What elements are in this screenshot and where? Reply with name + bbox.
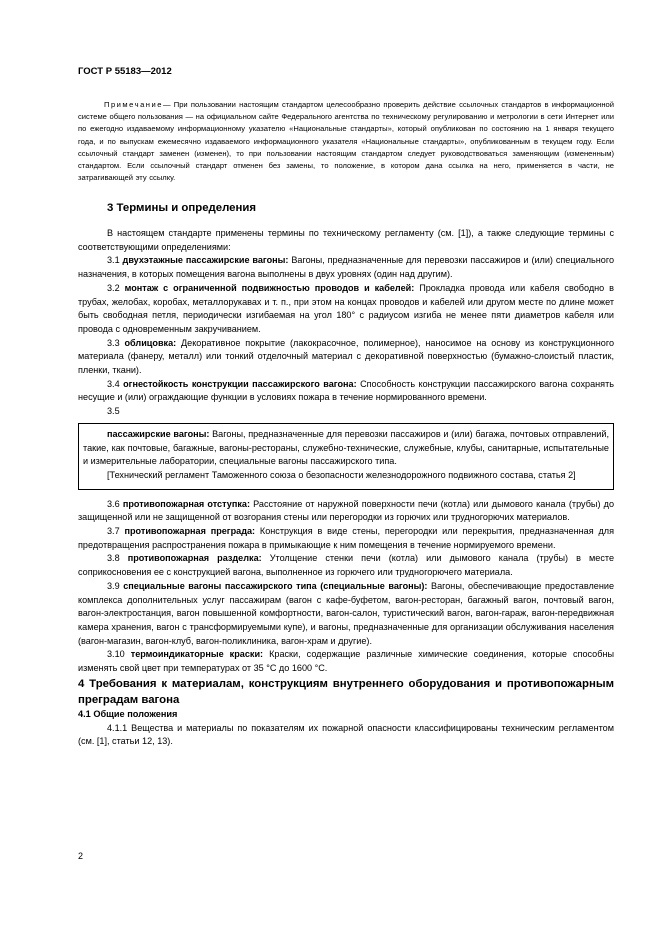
section-3-intro: В настоящем стандарте применены термины по техническому регламенту (см. [1]), а также следующие термины с соответствующими определениями: bbox=[78, 228, 614, 252]
term-3-7: 3.7 противопожарная преграда: Конструкция в виде стены, перегородки или перекрытия, предназначенная для предотвращения распространения пожара в примыкающие к ним помещения в течение нормируемого времени. bbox=[78, 526, 615, 550]
term-3-5-box bbox=[78, 423, 614, 490]
term-definition: Утолщение стенки печи (котла) или дымового канала (трубы) в месте соприкосновения ее с конструкцией вагона, выполненное из горючего или трудногорючего материала. bbox=[78, 553, 615, 578]
note-label: Примечание bbox=[104, 100, 163, 109]
term-name: огнестойкость конструкции пассажирского вагона: bbox=[123, 378, 357, 389]
subsection-4-1-heading: 4.1 Общие положения bbox=[78, 708, 178, 719]
term-name: двухэтажные пассажирские вагоны: bbox=[122, 255, 289, 266]
term-definition: Способность конструкции пассажирского вагона сохранять несущие и (или) ограждающие функции в условиях пожара в течение нормированного времени. bbox=[78, 378, 614, 403]
page-number: 2 bbox=[78, 851, 84, 861]
paragraph-4-1-1: 4.1.1 Вещества и материалы по показателям их пожарной опасности классифицированы техническим регламентом (см. [1], статьи 12, 13). bbox=[78, 722, 614, 747]
term-definition: Краски, содержащие различные химические соединения, которые способны изменять свой цвет при температурах от 35 °С до 1600 °С. bbox=[78, 649, 615, 674]
term-definition: Вагоны, предназначенные для перевозки пассажиров и (или) багажа, почтовых отправлений, такие, как почтовые, багажные, вагоны-рестораны, служебно-технические, служебные, клубы, санитарные, испытательные и измерительные лаборатории, специальные вагоны пассажирского типа. bbox=[83, 428, 609, 467]
term-3-2: 3.2 монтаж с ограниченной подвижностью проводов и кабелей: Прокладка провода или кабеля свободно в трубах, желобах, коробах, металлорукавах и т. п., при этом на концах проводов и кабелей или другом месте по длине может быть свободная петля, периодически изгибаемая на угол 180° с радиусом изгиба не менее пяти диаметров кабеля или провода с одновременным закручиванием. bbox=[78, 282, 614, 334]
term-3-1: 3.1 двухэтажные пассажирские вагоны: Вагоны, предназначенные для перевозки пассажиров и (или) специального назначения, в которых помещения вагона выполнены в двух уровнях (один над другим). bbox=[78, 255, 615, 280]
term-definition: Вагоны, предназначенные для перевозки пассажиров и (или) специального назначения, в которых помещения вагона выполнены в двух уровнях (один над другим). bbox=[78, 255, 615, 280]
term-definition: Декоративное покрытие (лакокрасочное, полимерное), наносимое на основу из конструкционного материала (фанеру, металл) или тонкий отделочный материал с декоративной поверхностью (бумажно-слоистый пластик, пленки, ткани). bbox=[78, 337, 614, 376]
term-definition: Конструкция в виде стены, перегородки или перекрытия, предназначенная для предотвращения распространения пожара в примыкающие к ним помещения в течение нормируемого времени. bbox=[78, 526, 615, 550]
section-3-heading: 3 Термины и определения bbox=[107, 202, 257, 214]
term-source: [Технический регламент Таможенного союза о безопасности железнодорожного подвижного состава, статья 2] bbox=[107, 469, 576, 480]
term-definition: Прокладка провода или кабеля свободно в трубах, желобах, коробах, металлорукавах и т. п., при этом на концах проводов и кабелей или другом месте по длине может быть свободная петля, периодически изгибаемая на угол 180° с радиусом изгиба не менее пяти диаметров кабеля или провода с одновременным закручиванием. bbox=[78, 282, 614, 334]
term-definition: Расстояние от наружной поверхности печи (котла) или дымового канала (трубы) до защищенной или не защищенной от возгорания стены или перегородки из горючих или трудногорючих материалов. bbox=[78, 498, 615, 523]
term-name: монтаж с ограниченной подвижностью проводов и кабелей: bbox=[124, 282, 415, 293]
term-3-5-number: 3.5 bbox=[107, 406, 120, 417]
term-3-8: 3.8 противопожарная разделка: Утолщение стенки печи (котла) или дымового канала (трубы) в месте соприкосновения ее с конструкцией вагона, выполненное из горючего или трудногорючего материала. bbox=[78, 553, 615, 578]
term-3-5 bbox=[83, 428, 609, 469]
term-3-6: 3.6 противопожарная отступка: Расстояние от наружной поверхности печи (котла) или дымового канала (трубы) до защищенной или не защищенной от возгорания стены или перегородки из горючих или трудногорючих материалов. bbox=[78, 498, 615, 523]
term-name: противопожарная преграда: bbox=[124, 526, 256, 537]
term-3-3: 3.3 облицовка: Декоративное покрытие (лакокрасочное, полимерное), наносимое на основу из конструкционного материала (фанеру, металл) или тонкий отделочный материал с декоративной поверхностью (бумажно-слоистый пластик, пленки, ткани). bbox=[78, 337, 614, 376]
section-4-heading: 4 Требования к материалам, конструкциям внутреннего оборудования и противопожарным преградам вагона bbox=[78, 677, 614, 706]
term-name: пассажирские вагоны: bbox=[107, 428, 210, 439]
term-3-10: 3.10 термоиндикаторные краски: Краски, содержащие различные химические соединения, которые способны изменять свой цвет при температурах от 35 °С до 1600 °С. bbox=[78, 649, 615, 674]
document-header: ГОСТ Р 55183—2012 bbox=[78, 66, 172, 77]
term-definition: Вагоны, обеспечивающие предоставление комплекса дополнительных услуг пассажирам (вагон с кафе-буфетом, вагон-ресторан, багажный вагон, почтовый вагон, вагон-электростанция, вагон повышенной комфортности, вагон-салон, туристический вагон, вагон-гараж, вагон-передвижная камера хранения, вагон с трансформируемыми купе), и вагоны, предназначенные для организации обслуживания населения (вагон-магазин, вагон-клуб, вагон-поликлиника, вагон-храм и другие). bbox=[78, 580, 615, 646]
term-name: противопожарная разделка: bbox=[127, 553, 262, 564]
note-block bbox=[78, 99, 614, 184]
term-name: облицовка: bbox=[124, 337, 177, 348]
term-3-4: 3.4 огнестойкость конструкции пассажирского вагона: Способность конструкции пассажирского вагона сохранять несущие и (или) ограждающие функции в условиях пожара в течение нормированного времени. bbox=[78, 378, 614, 403]
term-name: термоиндикаторные краски: bbox=[130, 649, 264, 660]
term-3-9: 3.9 специальные вагоны пассажирского типа (специальные вагоны): Вагоны, обеспечивающие предоставление комплекса дополнительных услуг пассажирам (вагон с кафе-буфетом, вагон-ресторан, багажный вагон, почтовый вагон, вагон-электростанция, вагон повышенной комфортности, вагон-салон, туристический вагон, вагон-гараж, вагон-передвижная камера хранения, вагон с трансформируемыми купе), и вагоны, предназначенные для организации обслуживания населения (вагон-магазин, вагон-клуб, вагон-поликлиника, вагон-храм и другие). bbox=[78, 580, 615, 646]
note-text: — При пользовании настоящим стандартом целесообразно проверить действие ссылочных стандартов в информационной системе общего пользования — на официальном сайте Федерального агентства по техническому регулированию и метрологии в сети Интернет или по ежегодно издаваемому информационному указателю «Национальные стандарты», который опубликован по состоянию на 1 января текущего года, и по выпускам ежемесячно издаваемого информационного указателя «Национальные стандарты», опубликованным в текущем году. Если ссылочный стандарт заменен (изменен), то при пользовании настоящим стандартом следует руководствоваться заменяющим (измененным) стандартом. Если ссылочный стандарт отменен без замены, то положение, в котором дана ссылка на него, применяется в части, не затрагивающей эту ссылку. bbox=[78, 100, 614, 183]
document-body bbox=[78, 227, 614, 749]
term-name: противопожарная отступка: bbox=[122, 498, 250, 509]
term-name: специальные вагоны пассажирского типа (специальные вагоны): bbox=[123, 580, 428, 591]
